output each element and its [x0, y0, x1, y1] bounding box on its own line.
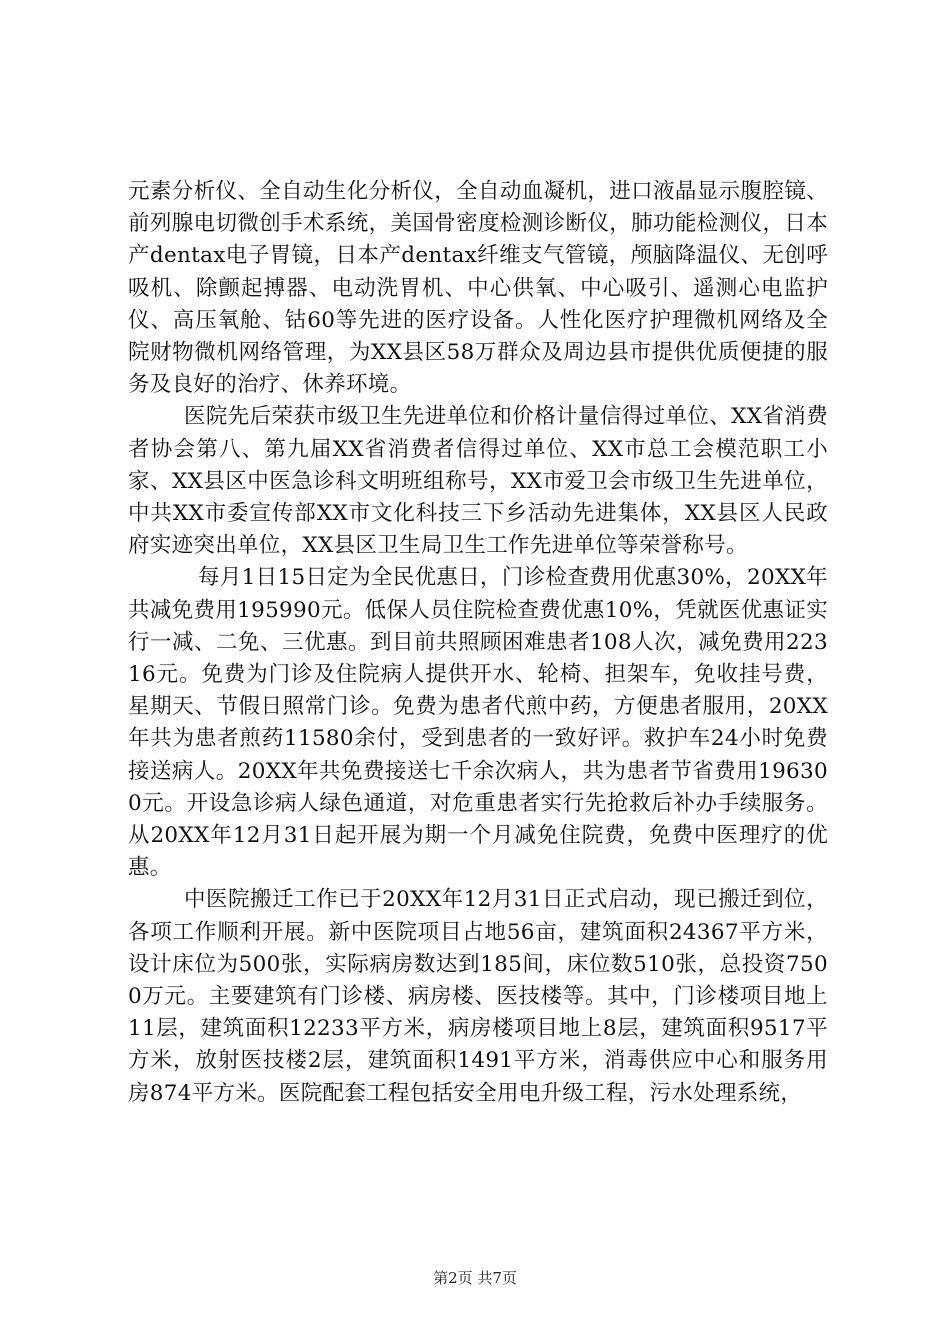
page-number-footer: 第2页 共7页 — [433, 1269, 517, 1287]
document-body — [128, 176, 828, 1110]
paragraph-relocation: 中医院搬迁工作已于20XX年12月31日正式启动，现已搬迁到位，各项工作顺利开展。新中医院项目占地56亩，建筑面积24367平方米，设计床位为500张，实际病房数达到185间，床位数510张，总投资7500万元。主要建筑有门诊楼、病房楼、医技楼等。其中，门诊楼项目地上11层，建筑面积12233平方米，病房楼项目地上8层，建筑面积9517平方米，放射医技楼2层，建筑面积1491平方米，消毒供应中心和服务用房874平方米。医院配套工程包括安全用电升级工程，污水处理系统， — [128, 887, 828, 1106]
paragraph-honors: 医院先后荣获市级卫生先进单位和价格计量信得过单位、XX省消费者协会第八、第九届XX省消费者信得过单位、XX市总工会模范职工小家、XX县区中医急诊科文明班组称号，XX市爱卫会市级卫生先进单位，中共XX市委宣传部XX市文化科技三下乡活动先进集体，XX县区人民政府实迹突出单位，XX县区卫生局卫生工作先进单位等荣誉称号。 — [128, 404, 828, 559]
paragraph-equipment: 元素分析仪、全自动生化分析仪，全自动血凝机，进口液晶显示腹腔镜、前列腺电切微创手术系统，美国骨密度检测诊断仪，肺功能检测仪，日本产dentax电子胃镜，日本产dentax纤维支气管镜，颅脑降温仪、无创呼吸机、除颤起搏器、电动洗胃机、中心供氧、中心吸引、遥测心电监护仪、高压氧舱、钴60等先进的医疗设备。人性化医疗护理微机网络及全院财物微机网络管理，为XX县区58万群众及周边县市提供优质便捷的服务及良好的治疗、休养环境。 — [128, 179, 828, 398]
paragraph-discounts: 每月1日15日定为全民优惠日，门诊检查费用优惠30%，20XX年共减免费用195990元。低保人员住院检查费优惠10%，凭就医优惠证实行一减、二免、三优惠。到目前共照顾困难患者108人次，减免费用22316元。免费为门诊及住院病人提供开水、轮椅、担架车，免收挂号费，星期天、节假日照常门诊。免费为患者代煎中药，方便患者服用，20XX年共为患者煎药11580余付，受到患者的一致好评。救护车24小时免费接送病人。20XX年共免费接送七千余次病人，共为患者节省费用196300元。开设急诊病人绿色通道，对危重患者实行先抢救后补办手续服务。从20XX年12月31日起开展为期一个月减免住院费，免费中医理疗的优惠。 — [128, 565, 828, 881]
